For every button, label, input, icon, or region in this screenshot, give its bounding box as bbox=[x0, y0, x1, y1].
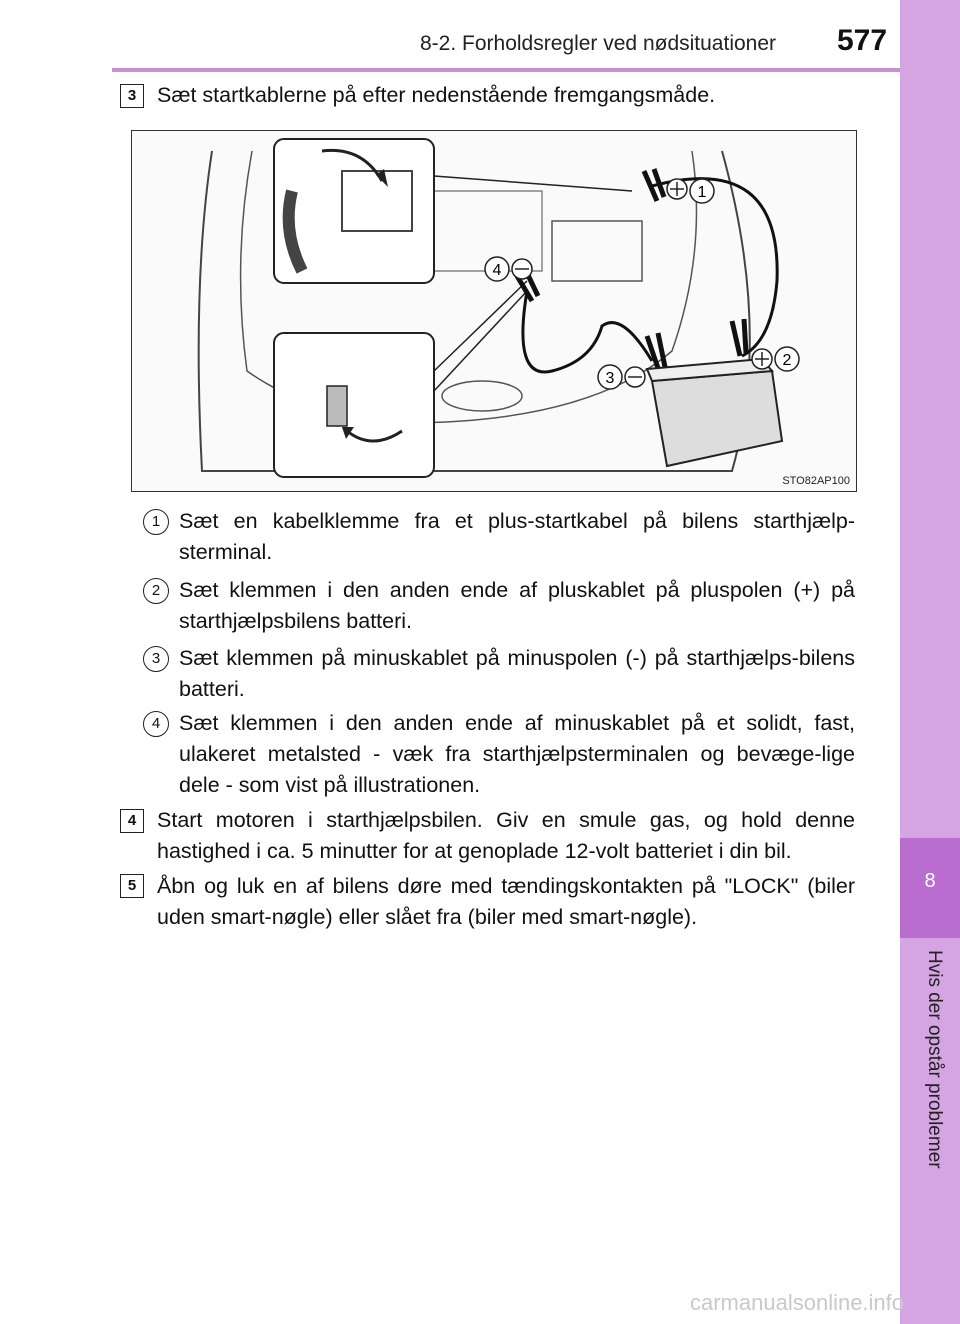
inset-ground-detail bbox=[274, 333, 434, 477]
engine-component bbox=[442, 381, 522, 411]
substep-text: Sæt en kabelklemme fra et plus-startkabel på bilens starthjælp-sterminal. bbox=[179, 509, 855, 564]
inset-ground-point bbox=[327, 386, 347, 426]
page-number: 577 bbox=[837, 24, 888, 57]
callout-3: 3 bbox=[605, 370, 615, 387]
jump-start-diagram bbox=[132, 131, 856, 491]
substep-number: 4 bbox=[143, 711, 169, 737]
substep-number: 2 bbox=[143, 578, 169, 604]
step-text: Sæt startkablerne på efter nedenstående fremgangsmåde. bbox=[157, 83, 716, 107]
inset-leader-line bbox=[434, 176, 632, 191]
callout-4: 4 bbox=[492, 262, 502, 279]
substep-number: 3 bbox=[143, 646, 169, 672]
clamp-3 bbox=[647, 333, 665, 371]
step-number-box: 3 bbox=[120, 84, 144, 108]
substep-text: Sæt klemmen i den anden ende af pluskablet på pluspolen (+) på starthjælpsbilens batteri. bbox=[179, 578, 855, 633]
chapter-title: Hvis der opstår problemer bbox=[924, 950, 945, 1169]
substep-text: Sæt klemmen på minuskablet på minuspolen (-) på starthjælps-bilens batteri. bbox=[179, 646, 855, 701]
substep-text: Sæt klemmen i den anden ende af minuskablet på et solidt, fast, ulakeret metalsted - væk fra starthjælpsterminalen og bevæge-lige dele - som vist på illustrationen. bbox=[179, 711, 855, 797]
header-divider bbox=[112, 68, 900, 72]
figure-code: STO82AP100 bbox=[782, 475, 850, 487]
step-number-box: 5 bbox=[120, 874, 144, 898]
engine-block bbox=[552, 221, 642, 281]
step-text: Start motoren i starthjælpsbilen. Giv en smule gas, og hold denne hastighed i ca. 5 minutter for at genoplade 12-volt batteriet i din bil. bbox=[157, 808, 855, 863]
section-title: 8-2. Forholdsregler ved nødsituationer bbox=[420, 32, 777, 55]
step-text: Åbn og luk en af bilens døre med tændingskontakten på "LOCK" (biler uden smart-nøgle) eller slået fra (biler med smart-nøgle). bbox=[157, 874, 855, 929]
step-number-box: 4 bbox=[120, 809, 144, 833]
negative-cable bbox=[523, 291, 652, 372]
jump-start-illustration bbox=[131, 130, 857, 492]
booster-battery bbox=[652, 371, 782, 466]
watermark: carmanualsonline.info bbox=[690, 1290, 905, 1315]
inset-leader-line-3 bbox=[434, 291, 527, 391]
positive-cable bbox=[652, 179, 777, 356]
callout-1: 1 bbox=[697, 184, 707, 201]
substep-number: 1 bbox=[143, 509, 169, 535]
clamp-2 bbox=[732, 319, 746, 356]
callout-2: 2 bbox=[782, 352, 792, 369]
inset-leader-line-2 bbox=[434, 281, 527, 371]
chapter-number: 8 bbox=[924, 870, 936, 892]
